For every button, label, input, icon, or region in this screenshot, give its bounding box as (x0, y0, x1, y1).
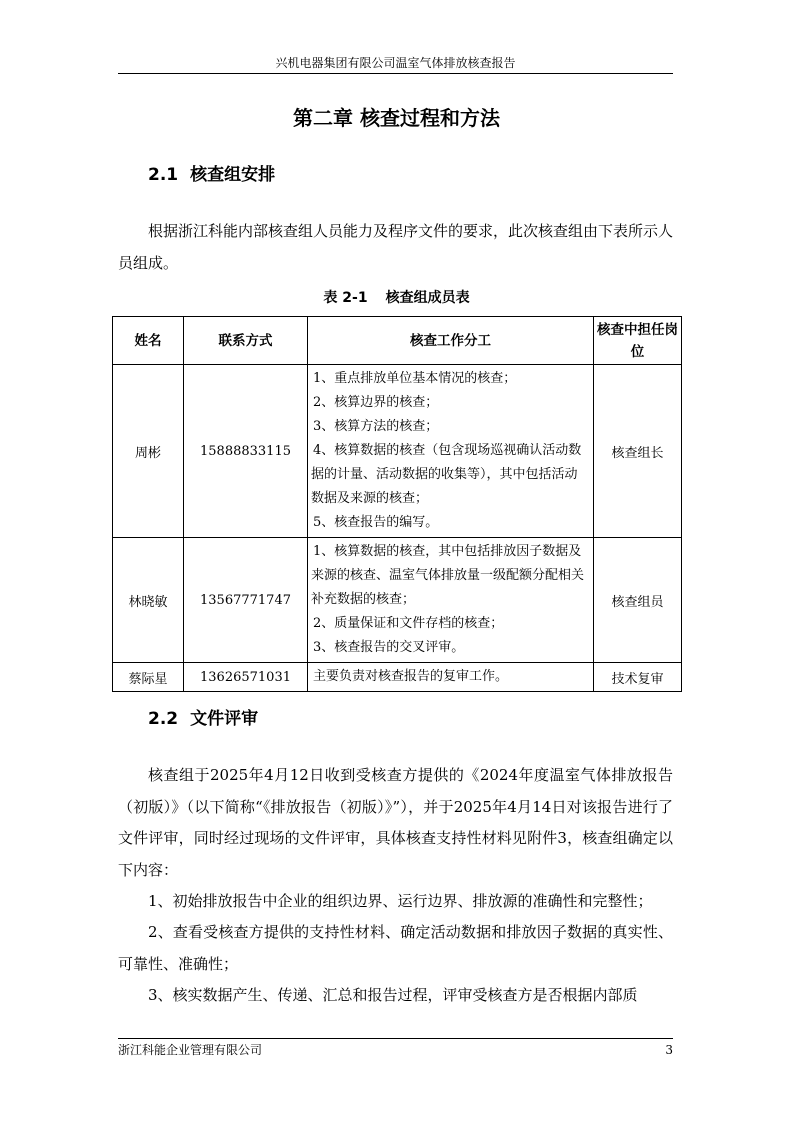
running-header: 兴机电器集团有限公司温室气体排放核查报告 (275, 56, 516, 70)
team-table (112, 316, 682, 692)
header-name: 姓名 (113, 317, 184, 365)
section-title: 核查组安排 (190, 165, 276, 185)
member-role: 技术复审 (594, 663, 682, 692)
footer-company: 浙江科能企业管理有限公司 (118, 1043, 263, 1057)
table-row (113, 365, 682, 538)
duty-item: 2、核算边界的核查； (313, 395, 439, 410)
section-number: 2.2 (148, 709, 179, 729)
review-item-3: 3、核实数据产生、传递、汇总和报告过程，评审受核查方是否根据内部质 (148, 986, 638, 1004)
header-duties: 核查工作分工 (308, 317, 594, 365)
section-number: 2.1 (148, 165, 179, 185)
section-title: 文件评审 (190, 709, 259, 729)
member-role: 核查组长 (594, 365, 682, 538)
footer-divider (118, 1038, 673, 1039)
section-heading-2-2 (148, 706, 258, 732)
duty-item: 2、质量保证和文件存档的核查； (313, 616, 504, 631)
member-duties (308, 365, 594, 538)
member-phone: 13567771747 (184, 538, 308, 663)
member-name: 蔡际星 (113, 663, 184, 692)
duty-item: 4、核算数据的核查（包含现场巡视确认活动数据的计量、活动数据的收集等），其中包括活动数据及来源的核查； (311, 443, 582, 506)
header-contact: 联系方式 (184, 317, 308, 365)
chapter-title: 第二章 核查过程和方法 (293, 106, 500, 130)
review-item-1: 1、初始排放报告中企业的组织边界、运行边界、排放源的准确性和完整性； (148, 892, 653, 910)
duty-item: 主要负责对核查报告的复审工作。 (313, 669, 509, 684)
duty-item: 1、核算数据的核查，其中包括排放因子数据及来源的核查、温室气体排放量一级配额分配相关补充数据的核查； (311, 544, 585, 607)
member-role: 核查组员 (594, 538, 682, 663)
member-name: 林晓敏 (113, 538, 184, 663)
duty-item: 1、重点排放单位基本情况的核查； (313, 371, 517, 386)
header-role: 核查中担任岗位 (594, 317, 682, 365)
table-caption-label: 表 2-1 (323, 290, 368, 306)
duty-item: 3、核算方法的核查； (313, 419, 439, 434)
section-2-2-paragraph: 核查组于2025年4月12日收到受核查方提供的《2024年度温室气体排放报告（初版）》（以下简称“《排放报告（初版）》”），并于2025年4月14日对该报告进行了文件评审，同时经过现场的文件评审，具体核查支持性材料见附件3，核查组确定以下内容： (118, 766, 673, 879)
member-phone: 13626571031 (184, 663, 308, 692)
table-caption-title: 核查组成员表 (385, 290, 470, 306)
table-row (113, 663, 682, 692)
member-name: 周彬 (113, 365, 184, 538)
section-2-1-paragraph: 根据浙江科能内部核查组人员能力及程序文件的要求，此次核查组由下表所示人员组成。 (118, 222, 674, 272)
table-header-row (113, 317, 682, 365)
member-duties (308, 663, 594, 692)
member-phone: 15888833115 (184, 365, 308, 538)
review-item-2: 2、查看受核查方提供的支持性材料、确定活动数据和排放因子数据的真实性、可靠性、准确性； (118, 923, 673, 973)
member-duties (308, 538, 594, 663)
duty-item: 5、核查报告的编写。 (313, 515, 439, 530)
page-number: 3 (665, 1043, 673, 1057)
table-caption (0, 287, 793, 309)
section-heading-2-1 (148, 162, 275, 188)
duty-item: 3、核查报告的交叉评审。 (313, 640, 465, 655)
table-row (113, 538, 682, 663)
header-divider (118, 73, 673, 74)
